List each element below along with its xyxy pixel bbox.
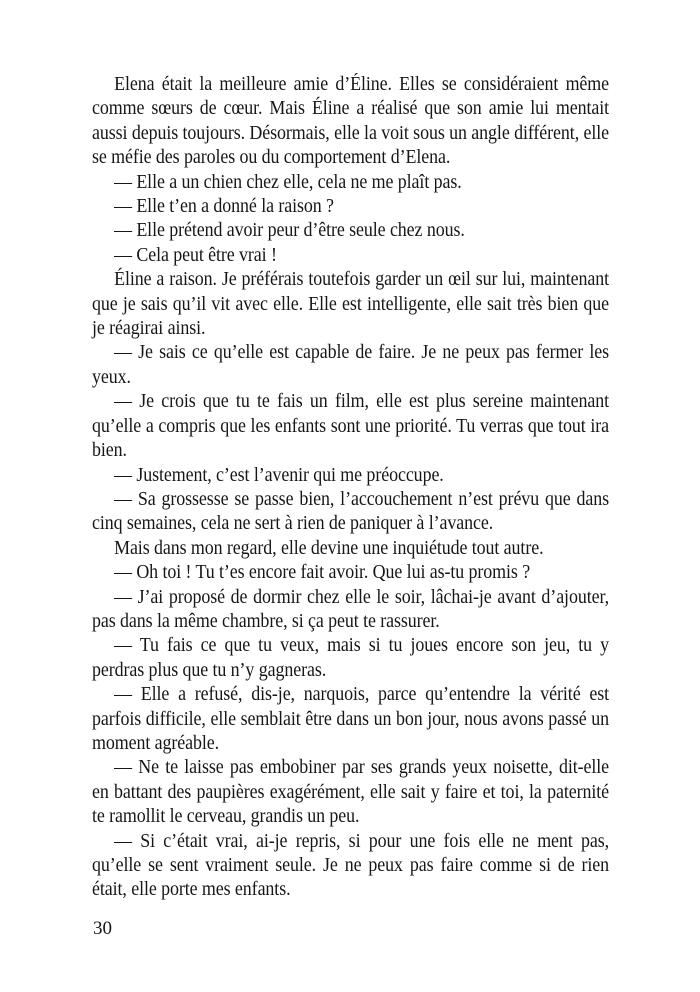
paragraph: — Justement, c’est l’avenir qui me préoccupe. <box>114 464 444 486</box>
paragraph: — Oh toi ! Tu t’es encore fait avoir. Que lui as-tu promis ? <box>114 562 531 584</box>
paragraph: — Elle a un chien chez elle, cela ne me plaît pas. <box>114 171 462 193</box>
paragraph: — Sa grossesse se passe bien, l’accouchement n’est prévu que dans cinq semaines, cela ne sert à rien de paniquer à l’avance. <box>92 488 610 535</box>
paragraph: — Tu fais ce que tu veux, mais si tu joues encore son jeu, tu y perdras plus que tu n’y gagneras. <box>92 635 610 681</box>
paragraph: — Si c’était vrai, ai-je repris, si pour une fois elle ne ment pas, qu’elle se sent vraiment seule. Je ne peux pas faire comme si de rien était, elle porte mes enfants. <box>92 830 610 901</box>
paragraph: — J’ai proposé de dormir chez elle le soir, lâchai-je avant d’ajouter, pas dans la même chambre, si ça peut te rassurer. <box>92 586 610 632</box>
paragraph: — Elle t’en a donné la raison ? <box>114 196 334 218</box>
paragraph: Éline a raison. Je préférais toutefois garder un œil sur lui, maintenant que je sais qu’il vit avec elle. Elle est intelligente, elle sait très bien que je réagirai ainsi. <box>92 269 610 340</box>
paragraph: — Ne te laisse pas embobiner par ses grands yeux noisette, dit-elle en battant des paupières exagérément, elle sait y faire et toi, la paternité te ramollit le cerveau, grandis un peu. <box>92 757 610 828</box>
paragraph: — Je sais ce qu’elle est capable de faire. Je ne peux pas fermer les yeux. <box>92 342 610 388</box>
paragraph: — Je crois que tu te fais un film, elle est plus sereine maintenant qu’elle a compris que les enfants sont une priorité. Tu verras que tout ira bien. <box>92 391 610 462</box>
paragraph: — Cela peut être vrai ! <box>114 244 277 266</box>
paragraph: — Elle prétend avoir peur d’être seule chez nous. <box>114 220 465 242</box>
page-number: 30 <box>93 918 112 939</box>
page-text-block <box>92 73 609 903</box>
paragraph: Elena était la meilleure amie d’Éline. Elles se considéraient même comme sœurs de cœur. Mais Éline a réalisé que son amie lui mentait aussi depuis toujours. Désormais, elle la voit sous un angle différent, elle se méfie des paroles ou du comportement d’Elena. <box>92 74 610 169</box>
paragraph: Mais dans mon regard, elle devine une inquiétude tout autre. <box>114 537 544 559</box>
paragraph: — Elle a refusé, dis-je, narquois, parce qu’entendre la vérité est parfois difficile, elle semblait être dans un bon jour, nous avons passé un moment agréable. <box>92 684 610 754</box>
